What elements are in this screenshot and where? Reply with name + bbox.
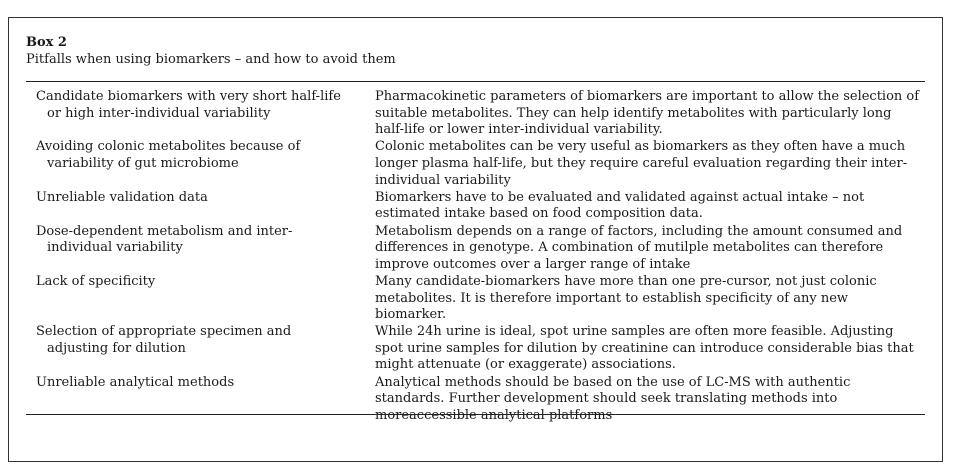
- table-bottom-rule: [26, 414, 925, 415]
- box-title: Box 2: [26, 35, 67, 50]
- advice-cell: Colonic metabolites can be very useful as biomarkers as they often have a much longer plasma half-life, but they require careful evaluation regarding their inter-individual variability: [375, 139, 908, 188]
- table-row: [36, 139, 916, 189]
- box-frame: [8, 17, 943, 462]
- pitfall-cell: Lack of specificity: [36, 273, 156, 289]
- pitfall-cell: Unreliable validation data: [36, 189, 208, 205]
- table-top-rule: [26, 81, 925, 82]
- pitfall-cell: Selection of appropriate specimen and adjusting for dilution: [36, 324, 292, 356]
- pitfall-cell: Avoiding colonic metabolites because of variability of gut microbiome: [36, 139, 301, 171]
- advice-cell: Pharmacokinetic parameters of biomarkers are important to allow the selection of suitable metabolites. They can help identify metabolites with particularly long half-life or lower inter-individual variability.: [375, 89, 920, 138]
- advice-cell: Many candidate-biomarkers have more than one pre-cursor, not just colonic metabolites. It is therefore important to establish specificity of any new biomarker.: [375, 273, 877, 323]
- table-row: [36, 274, 916, 324]
- table-row: [36, 190, 916, 223]
- table-row: [36, 89, 920, 139]
- pitfall-cell: Dose-dependent metabolism and inter-individual variability: [36, 223, 293, 256]
- box-subtitle: Pitfalls when using biomarkers – and how to avoid them: [26, 52, 396, 67]
- advice-cell: Metabolism depends on a range of factors, including the amount consumed and differences in genotype. A combination of mutilple metabolites can therefore improve outcomes over a larger range of intake: [375, 223, 903, 272]
- pitfall-cell: Unreliable analytical methods: [36, 374, 235, 390]
- advice-cell: Biomarkers have to be evaluated and validated against actual intake – not estimated intake based on food composition data.: [375, 189, 865, 222]
- pitfalls-table: [36, 89, 920, 424]
- table-row: [36, 324, 916, 374]
- table-row: [36, 224, 916, 274]
- advice-cell: While 24h urine is ideal, spot urine samples are often more feasible. Adjusting spot urine samples for dilution by creatinine can introduce considerable bias that might attenuate (or exaggerate) associations.: [375, 324, 914, 373]
- advice-cell: Analytical methods should be based on the use of LC-MS with authentic standards. Further development should seek translating methods into moreaccessible analytical platforms: [375, 374, 851, 423]
- table-row: [36, 375, 916, 425]
- pitfall-cell: Candidate biomarkers with very short half-life or high inter-individual variability: [36, 89, 341, 121]
